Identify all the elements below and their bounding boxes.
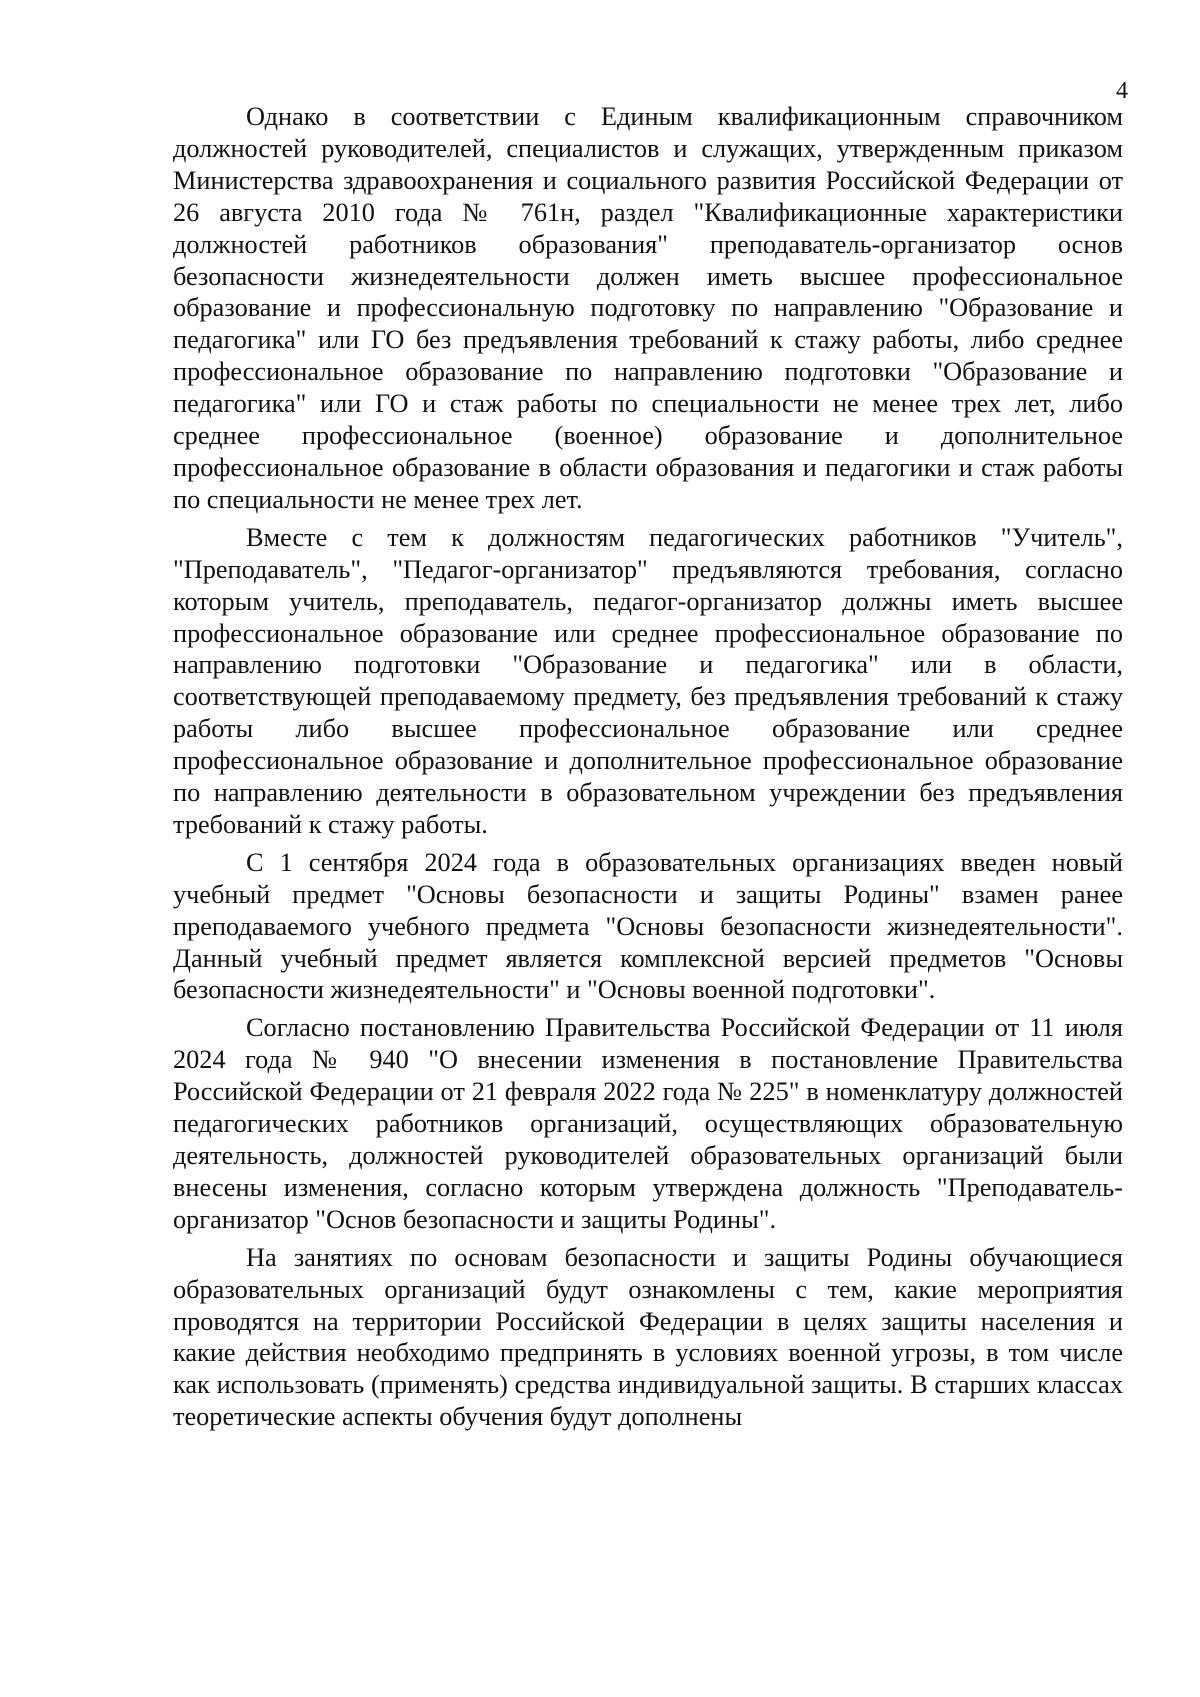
page-number: 4 xyxy=(1116,78,1128,104)
paragraph-teacher-requirements: Вместе с тем к должностям педагогических работников "Учитель", "Преподаватель", "Педагог-организатор" предъявляются требования, согласно которым учитель, преподаватель, педагог-организатор должны иметь высшее профессиональное образование или среднее профессиональное образование по направлению подготовки "Образование и педагогика" или в области, соответствующей преподаваемому предмету, без предъявления требований к стажу работы либо высшее профессиональное образование или среднее профессиональное образование и дополнительное профессиональное образование по направлению деятельности в образовательном учреждении без предъявления требований к стажу работы. xyxy=(173,522,1123,839)
paragraph-government-decree: Согласно постановлению Правительства Российской Федерации от 11 июля 2024 года № 940 "О внесении изменения в постановление Правительства Российской Федерации от 21 февраля 2022 года № 225" в номенклатуру должностей педагогических работников организаций, осуществляющих образовательную деятельность, должностей руководителей образовательных организаций были внесены изменения, согласно которым утверждена должность "Преподаватель-организатор "Основ безопасности и защиты Родины". xyxy=(173,1013,1123,1234)
paragraph-new-subject: С 1 сентября 2024 года в образовательных организациях введен новый учебный предмет "Основы безопасности и защиты Родины" взамен ранее преподаваемого учебного предмета "Основы безопасности жизнедеятельности". Данный учебный предмет является комплексной версией предметов "Основы безопасности жизнедеятельности" и "Основы военной подготовки". xyxy=(173,847,1123,1005)
paragraph-qualification-handbook: Однако в соответствии с Единым квалификационным справочником должностей руководителей, специалистов и служащих, утвержденным приказом Министерства здравоохранения и социального развития Российской Федерации от 26 августа 2010 года № 761н, раздел "Квалификационные характеристики должностей работников образования" преподаватель-организатор основ безопасности жизнедеятельности должен иметь высшее профессиональное образование и профессиональную подготовку по направлению "Образование и педагогика" или ГО без предъявления требований к стажу работы, либо среднее профессиональное образование по направлению подготовки "Образование и педагогика" или ГО и стаж работы по специальности не менее трех лет, либо среднее профессиональное (военное) образование и дополнительное профессиональное образование в области образования и педагогики и стаж работы по специальности не менее трех лет. xyxy=(173,102,1123,514)
document-body xyxy=(173,101,1123,1433)
paragraph-lessons-content: На занятиях по основам безопасности и защиты Родины обучающиеся образовательных организаций будут ознакомлены с тем, какие мероприятия проводятся на территории Российской Федерации в целях защиты населения и какие действия необходимо предпринять в условиях военной угрозы, в том числе как использовать (применять) средства индивидуальной защиты. В старших классах теоретические аспекты обучения будут дополнены xyxy=(173,1242,1123,1432)
